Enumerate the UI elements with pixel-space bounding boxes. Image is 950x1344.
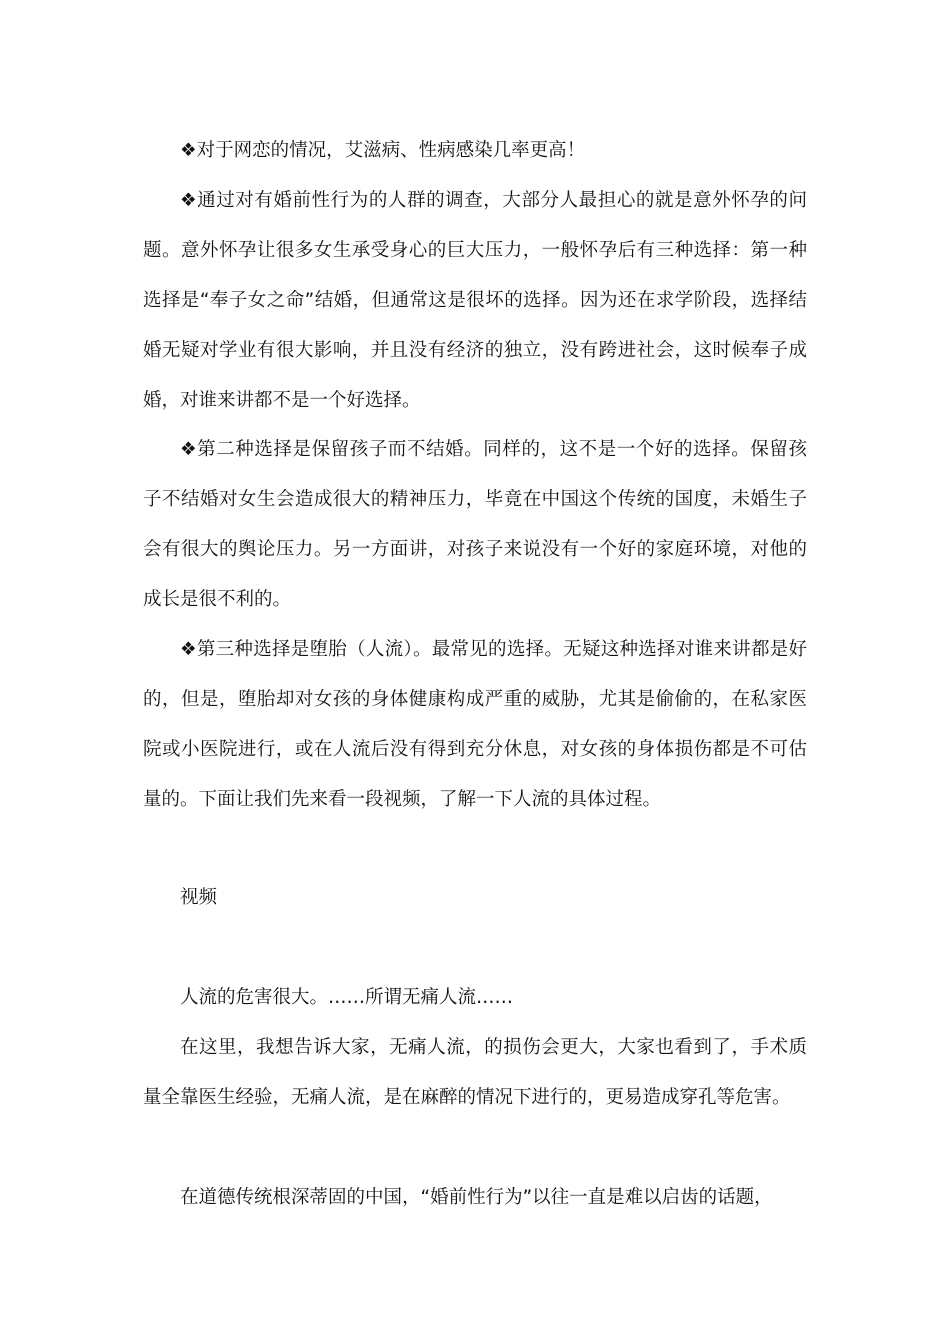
paragraph-painless-abortion: 在这里，我想告诉大家，无痛人流，的损伤会更大，大家也看到了，手术质量全靠医生经验，无痛人流，是在麻醉的情况下进行的，更易造成穿孔等危害。 bbox=[143, 1037, 807, 1108]
paragraph-second-choice: ❖第二种选择是保留孩子而不结婚。同样的，这不是一个好的选择。保留孩子不结婚对女生会造成很大的精神压力，毕竟在中国这个传统的国度，未婚生子会有很大的舆论压力。另一方面讲，对孩子来说没有一个好的家庭环境，对他的成长是很不利的。 bbox=[143, 439, 807, 610]
paragraph-unexpected-pregnancy: ❖通过对有婚前性行为的人群的调查，大部分人最担心的就是意外怀孕的问题。意外怀孕让很多女生承受身心的巨大压力，一般怀孕后有三种选择：第一种选择是“奉子女之命”结婚，但通常这是很坏的选择。因为还在求学阶段，选择结婚无疑对学业有很大影响，并且没有经济的独立，没有跨进社会，这时候奉子成婚，对谁来讲都不是一个好选择。 bbox=[143, 190, 807, 411]
paragraph-abortion-harm: 人流的危害很大。……所谓无痛人流…… bbox=[180, 987, 514, 1008]
paragraph-third-choice: ❖第三种选择是堕胎（人流）。最常见的选择。无疑这种选择对谁来讲都是好的，但是，堕胎却对女孩的身体健康构成严重的威胁，尤其是偷偷的，在私家医院或小医院进行，或在人流后没有得到充分休息，对女孩的身体损伤都是不可估量的。下面让我们先来看一段视频，了解一下人流的具体过程。 bbox=[143, 639, 807, 810]
paragraph-moral-tradition: 在道德传统根深蒂固的中国，“婚前性行为”以往一直是难以启齿的话题， bbox=[180, 1187, 773, 1208]
paragraph-online-dating-risk: ❖对于网恋的情况，艾滋病、性病感染几率更高！ bbox=[180, 140, 586, 161]
paragraph-video-label: 视频 bbox=[180, 887, 218, 908]
